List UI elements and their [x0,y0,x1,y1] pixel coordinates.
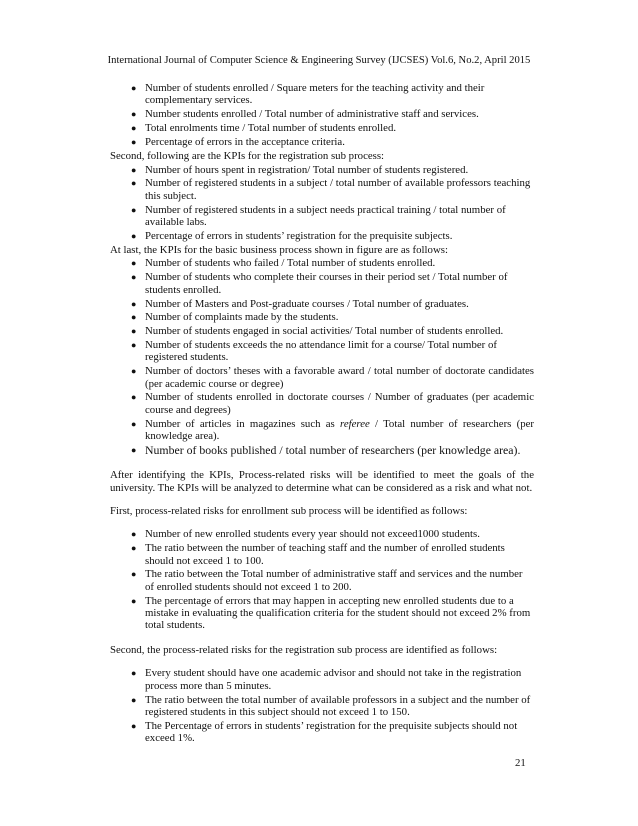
bullet-icon: ● [131,444,137,455]
bullet-icon: ● [131,595,137,606]
basic-process-kpi-intro: At last, the KPIs for the basic business process shown in figure are as follows: [110,243,448,256]
bullet-icon: ● [131,123,137,134]
list-item: ● Number of doctors’ theses with a favorable award / total number of doctorate candidates (per academic course or degree) [131,365,534,390]
list-item: ● Number of students enrolled / Square meters for the teaching activity and their complementary services. [131,82,485,107]
list-item: ● Number of students exceeds the no attendance limit for a course/ Total number of registered students. [131,339,497,364]
list-item: ● Number of students who complete their courses in their period set / Total number of students enrolled. [131,271,508,296]
list-item: ● Number of registered students in a subject needs practical training / total number of available labs. [131,203,506,228]
list-item: ● The ratio between the total number of available professors in a subject and the number of registered students in this subject should not exceed 1 to 150. [131,693,531,718]
list-item: ● Number of complaints made by the students. [131,311,339,324]
list-item: ● Number of books published / total number of researchers (per knowledge area). [131,442,521,457]
registration-risk-list [110,667,534,744]
paragraph: First, process-related risks for enrollment sub process will be identified as follows: [110,504,468,517]
list-item: ● Number of new enrolled students every year should not exceed1000 students. [131,528,480,541]
bullet-icon: ● [131,312,137,323]
list-item: ● The Percentage of errors in students’ registration for the prequisite subjects should not exceed 1%. [131,719,518,745]
bullet-icon: ● [131,340,137,351]
page-body [110,82,534,746]
list-item: ● Number of students enrolled in doctorate courses / Number of graduates (per academic course and degrees) [131,391,534,416]
bullet-icon: ● [131,326,137,337]
bullet-icon: ● [131,230,137,241]
bullet-icon: ● [131,178,137,189]
registration-kpi-intro: Second, following are the KPIs for the registration sub process: [110,149,385,162]
bullet-icon: ● [131,392,137,403]
list-item: ● Number of Masters and Post-graduate courses / Total number of graduates. [131,297,469,310]
bullet-icon: ● [131,258,137,269]
paragraph: After identifying the KPIs, Process-related risks will be identified to meet the goals of the university. The KPIs will be analyzed to determine what can be considered as a risk and what not. [110,469,534,494]
list-item: ● Number students enrolled / Total number of administrative staff and services. [131,108,479,121]
list-item: ● Number of hours spent in registration/ Total number of students registered. [131,163,469,176]
list-item: ● Number of articles in magazines such as referee / Total number of researchers (per knowledge area). [131,417,535,442]
enrollment-risk-list [110,528,534,631]
basic-process-kpi-list [110,257,534,456]
list-item: ● The ratio between the Total number of administrative staff and services and the number of enrolled students should not exceed 1 to 200. [131,568,523,593]
bullet-icon: ● [131,720,137,731]
list-item: ● Percentage of errors in students’ registration for the prequisite subjects. [131,229,453,242]
bullet-icon: ● [131,83,137,93]
list-item: ● The ratio between the number of teaching staff and the number of enrolled students should not exceed 1 to 100. [131,542,505,567]
list-item: ● Number of students who failed / Total number of students enrolled. [131,257,436,270]
list-item: ● Total enrolments time / Total number of students enrolled. [131,122,397,135]
bullet-icon: ● [131,298,137,309]
list-item: ● Every student should have one academic advisor and should not take in the registration process more than 5 minutes. [131,667,522,692]
running-header: International Journal of Computer Science & Engineering Survey (IJCSES) Vol.6, No.2, April 2015 [107,55,531,66]
bullet-icon: ● [131,694,137,705]
list-item: ● Number of students engaged in social activities/ Total number of students enrolled. [131,325,504,338]
list-item: ● Number of registered students in a subject / total number of available professors teaching this subject. [131,177,531,202]
bullet-icon: ● [131,543,137,554]
bullet-icon: ● [131,529,137,540]
registration-kpi-list [110,164,534,243]
bullet-icon: ● [131,668,137,679]
bullet-icon: ● [131,366,137,377]
list-item: ● The percentage of errors that may happen in accepting new enrolled students due to a mistake in evaluating the qualification criteria for the student should not exceed 2% from total students. [131,594,531,632]
bullet-icon: ● [131,569,137,580]
enrollment-kpi-list [110,82,534,148]
bullet-icon: ● [131,109,137,120]
bullet-icon: ● [131,272,137,283]
bullet-icon: ● [131,204,137,215]
page-number: 21 [515,757,526,769]
paragraph: Second, the process-related risks for the registration sub process are identified as follows: [110,644,498,657]
referee-term: referee [340,417,370,430]
bullet-icon: ● [131,136,137,147]
list-item: ● Percentage of errors in the acceptance criteria. [131,135,345,148]
bullet-icon: ● [131,418,137,429]
bullet-icon: ● [131,164,137,175]
